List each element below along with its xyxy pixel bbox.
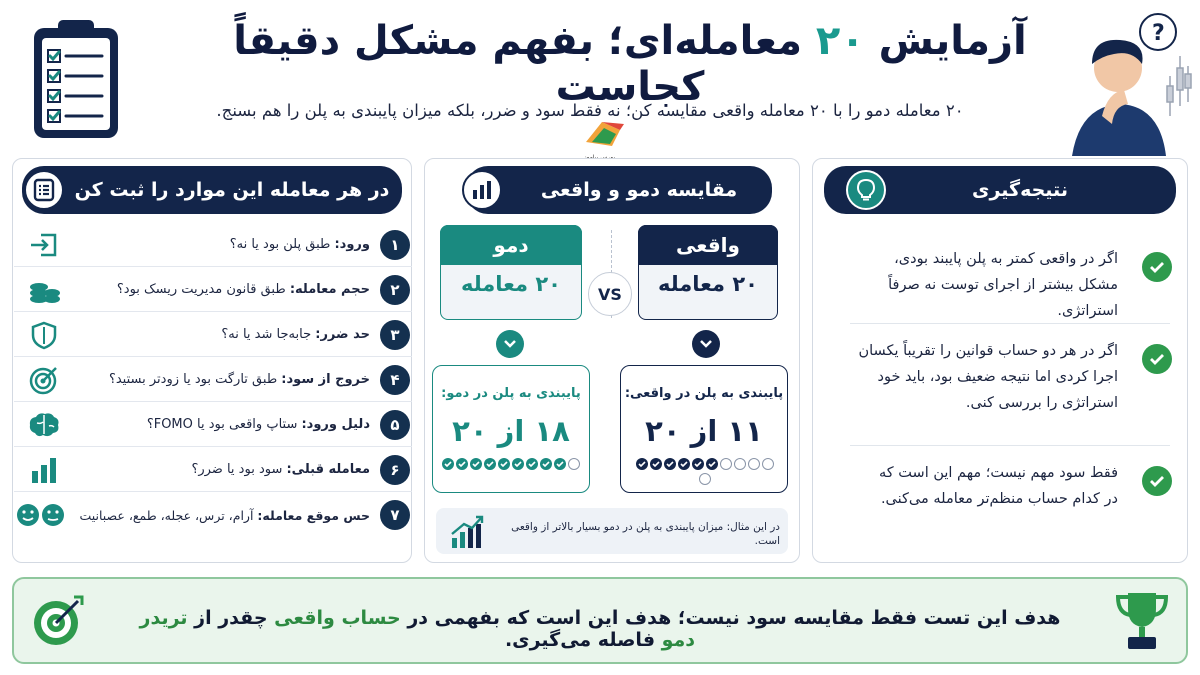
- conclusion-line: مشکل بیشتر از اجرای توست نه صرفاً استراتژی.: [888, 277, 1118, 319]
- checklist-item: [14, 403, 412, 447]
- item-number-badge: ۱: [380, 230, 410, 260]
- demo-adherence-dots: [433, 458, 589, 470]
- dot-missed: [762, 458, 774, 470]
- demo-trades-count: ۲۰ معامله: [460, 272, 561, 296]
- dot-missed: [748, 458, 760, 470]
- chevron-down-icon: [692, 330, 720, 358]
- dot-kept: [554, 458, 566, 470]
- conclusion-item: [832, 338, 1172, 416]
- target-arrow-icon: [30, 593, 86, 649]
- brain-icon: [14, 408, 74, 442]
- conclusion-item: [832, 246, 1172, 324]
- item-text: ورود: طبق پلن بود یا نه؟: [229, 237, 370, 252]
- item-text: حد ضرر: جابه‌جا شد یا نه؟: [221, 327, 370, 342]
- target-icon: [14, 363, 74, 397]
- conclusion-line: استراتژی را بررسی کنی.: [965, 395, 1118, 411]
- conclusion-item: [832, 460, 1172, 512]
- goal-banner: [12, 577, 1188, 664]
- shield-icon: [14, 318, 74, 352]
- chart-icon: [462, 170, 502, 210]
- dot-kept: [498, 458, 510, 470]
- dot-missed: [720, 458, 732, 470]
- vs-badge: VS: [588, 272, 632, 316]
- dot-kept: [512, 458, 524, 470]
- conclusion-line: فقط سود مهم نیست؛ مهم این است که: [879, 465, 1118, 481]
- checklist-item: [14, 448, 412, 492]
- bars-icon: [14, 453, 74, 487]
- checklist-item: [14, 493, 412, 537]
- conclusion-line: در کدام حساب منظم‌تر معامله می‌کنی.: [880, 491, 1118, 507]
- item-number-badge: ۳: [380, 320, 410, 350]
- dot-missed: [734, 458, 746, 470]
- clipboard-icon: [28, 14, 124, 142]
- goal-text: هدف این تست فقط مقایسه سود نیست؛ هدف این است که بفهمی در حساب واقعی چقدر از تریدر دمو فاصله می‌گیری.: [139, 607, 1061, 651]
- enter-icon: [14, 228, 74, 262]
- list-doc-icon: [24, 170, 64, 210]
- conclusion-title: نتیجه‌گیری: [824, 166, 1176, 214]
- real-trades-count: ۲۰ معامله: [657, 272, 758, 296]
- item-text: حس موقع معامله: آرام، ترس، عجله، طمع، عصبانیت: [79, 507, 370, 523]
- dot-kept: [706, 458, 718, 470]
- real-adherence-label: پایبندی به پلن در واقعی:: [624, 386, 784, 401]
- item-text: خروج از سود: طبق تارگت بود یا زودتر بستید؟: [108, 372, 370, 387]
- item-text: معامله قبلی: سود بود یا ضرر؟: [191, 462, 370, 477]
- compare-panel: [424, 158, 800, 563]
- example-note: در این مثال: میزان پایبندی به پلن در دمو بسیار بالاتر از واقعی است.: [511, 521, 780, 547]
- demo-adherence-value: ۱۸ از ۲۰: [452, 414, 570, 448]
- conclusion-line: اگر در هر دو حساب قوانین را تقریباً یکسان: [858, 343, 1118, 359]
- check-icon: [1142, 466, 1172, 496]
- thinking-person-illustration: [1062, 6, 1194, 156]
- demo-header: دمو: [440, 225, 582, 265]
- dot-missed: [568, 458, 580, 470]
- dot-kept: [484, 458, 496, 470]
- dot-kept: [540, 458, 552, 470]
- dot-kept: [526, 458, 538, 470]
- checklist-item: [14, 358, 412, 402]
- dot-kept: [470, 458, 482, 470]
- dot-kept: [678, 458, 690, 470]
- svg-text:?: ?: [1152, 21, 1165, 46]
- trend-up-icon: [448, 514, 486, 550]
- checklist-title: در هر معامله این موارد را ثبت کن: [22, 166, 402, 214]
- divider: [850, 323, 1170, 324]
- faces-icon: [14, 498, 68, 532]
- real-adherence-card: [620, 365, 788, 493]
- real-adherence-dots: [630, 458, 780, 485]
- checklist-item: [14, 223, 412, 267]
- lightbulb-icon: [846, 170, 886, 210]
- dot-missed: [699, 473, 711, 485]
- item-number-badge: ۷: [380, 500, 410, 530]
- real-header: واقعی: [638, 225, 778, 265]
- divider: [850, 445, 1170, 446]
- dot-kept: [456, 458, 468, 470]
- demo-adherence-label: پایبندی به پلن در دمو:: [441, 386, 581, 401]
- chevron-down-icon: [496, 330, 524, 358]
- real-adherence-value: ۱۱ از ۲۰: [645, 414, 763, 448]
- dot-kept: [664, 458, 676, 470]
- trophy-icon: [1112, 589, 1172, 653]
- check-icon: [1142, 344, 1172, 374]
- page-title: آزمایش ۲۰ معامله‌ای؛ بفهم مشکل دقیقاً کجاست: [233, 18, 1027, 110]
- compare-title: مقایسه دمو و واقعی: [466, 166, 772, 214]
- brand-logo: [572, 116, 634, 162]
- conclusion-line: اگر در واقعی کمتر به پلن پایبند بودی،: [894, 251, 1118, 267]
- demo-adherence-card: [432, 365, 590, 493]
- coins-icon: [14, 273, 74, 307]
- item-text: حجم معامله: طبق قانون مدیریت ریسک بود؟: [116, 282, 370, 297]
- item-number-badge: ۶: [380, 455, 410, 485]
- dot-kept: [442, 458, 454, 470]
- conclusion-line: اجرا کردی اما نتیجه ضعیف بود، باید خود: [877, 369, 1118, 385]
- item-number-badge: ۵: [380, 410, 410, 440]
- item-number-badge: ۴: [380, 365, 410, 395]
- checklist-item: [14, 313, 412, 357]
- dot-kept: [636, 458, 648, 470]
- check-icon: [1142, 252, 1172, 282]
- item-number-badge: ۲: [380, 275, 410, 305]
- dot-kept: [650, 458, 662, 470]
- item-text: دلیل ورود: ستاپ واقعی بود یا FOMO؟: [146, 417, 370, 432]
- page-subtitle: ۲۰ معامله دمو را با ۲۰ معامله واقعی مقایسه کن؛ نه فقط سود و ضرر، بلکه میزان پایبندی به پلن را هم بسنج.: [216, 101, 964, 120]
- dot-kept: [692, 458, 704, 470]
- checklist-item: [14, 268, 412, 312]
